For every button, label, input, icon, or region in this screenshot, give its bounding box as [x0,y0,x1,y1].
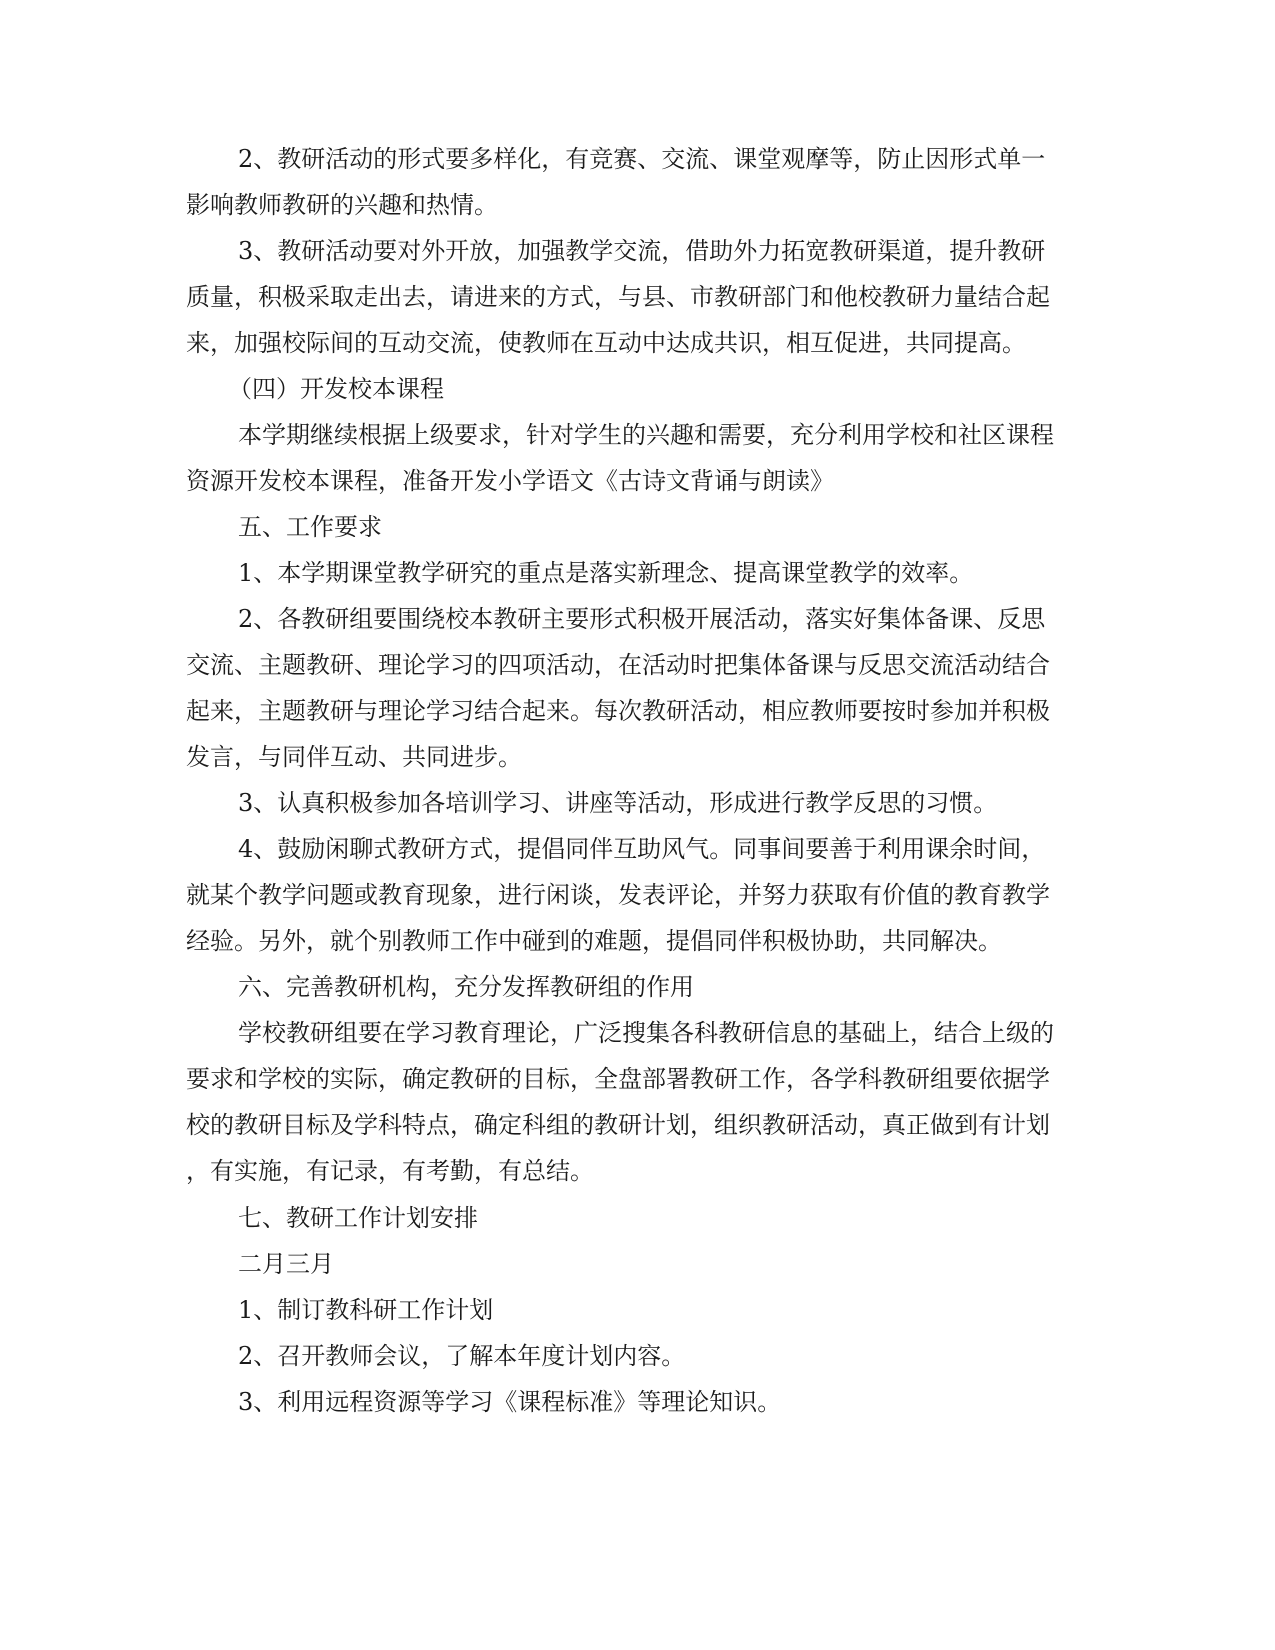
text-line: 本学期继续根据上级要求，针对学生的兴趣和需要，充分利用学校和社区课程 [238,421,1054,449]
section-heading: 五、工作要求 [238,513,382,541]
text-line: 发言，与同伴互动、共同进步。 [186,743,522,771]
text-line: 3、教研活动要对外开放，加强教学交流，借助外力拓宽教研渠道，提升教研 [238,237,1046,265]
list-item: 1、制订教科研工作计划 [238,1296,494,1324]
text-line: 影响教师教研的兴趣和热情。 [186,191,498,219]
list-item: 2、召开教师会议，了解本年度计划内容。 [238,1342,686,1370]
text-line: 就某个教学问题或教育现象，进行闲谈，发表评论，并努力获取有价值的教育教学 [186,881,1050,909]
text-line: 3、认真积极参加各培训学习、讲座等活动，形成进行教学反思的习惯。 [238,789,998,817]
text-line: 学校教研组要在学习教育理论，广泛搜集各科教研信息的基础上，结合上级的 [238,1019,1054,1047]
text-line: 2、各教研组要围绕校本教研主要形式积极开展活动，落实好集体备课、反思 [238,605,1046,633]
section-heading: 六、完善教研机构，充分发挥教研组的作用 [238,973,694,1001]
text-line: 4、鼓励闲聊式教研方式，提倡同伴互助风气。同事间要善于利用课余时间， [238,835,1046,863]
text-line: 起来，主题教研与理论学习结合起来。每次教研活动，相应教师要按时参加并积极 [186,697,1050,725]
section-heading: 七、教研工作计划安排 [238,1204,478,1232]
text-line: 校的教研目标及学科特点，确定科组的教研计划，组织教研活动，真正做到有计划 [186,1111,1050,1139]
list-item: 3、利用远程资源等学习《课程标准》等理论知识。 [238,1388,782,1416]
text-line: 质量，积极采取走出去，请进来的方式，与县、市教研部门和他校教研力量结合起 [186,283,1050,311]
text-line: 二月三月 [238,1250,334,1278]
text-line: 资源开发校本课程，准备开发小学语文《古诗文背诵与朗读》 [186,467,834,495]
text-line: ，有实施，有记录，有考勤，有总结。 [186,1157,594,1185]
section-heading: （四）开发校本课程 [228,375,444,403]
text-line: 来，加强校际间的互动交流，使教师在互动中达成共识，相互促进，共同提高。 [186,329,1026,357]
text-line: 2、教研活动的形式要多样化，有竞赛、交流、课堂观摩等，防止因形式单一 [238,145,1046,173]
text-line: 要求和学校的实际，确定教研的目标，全盘部署教研工作，各学科教研组要依据学 [186,1065,1050,1093]
text-line: 1、本学期课堂教学研究的重点是落实新理念、提高课堂教学的效率。 [238,559,974,587]
text-line: 交流、主题教研、理论学习的四项活动，在活动时把集体备课与反思交流活动结合 [186,651,1050,679]
text-line: 经验。另外，就个别教师工作中碰到的难题，提倡同伴积极协助，共同解决。 [186,927,1002,955]
